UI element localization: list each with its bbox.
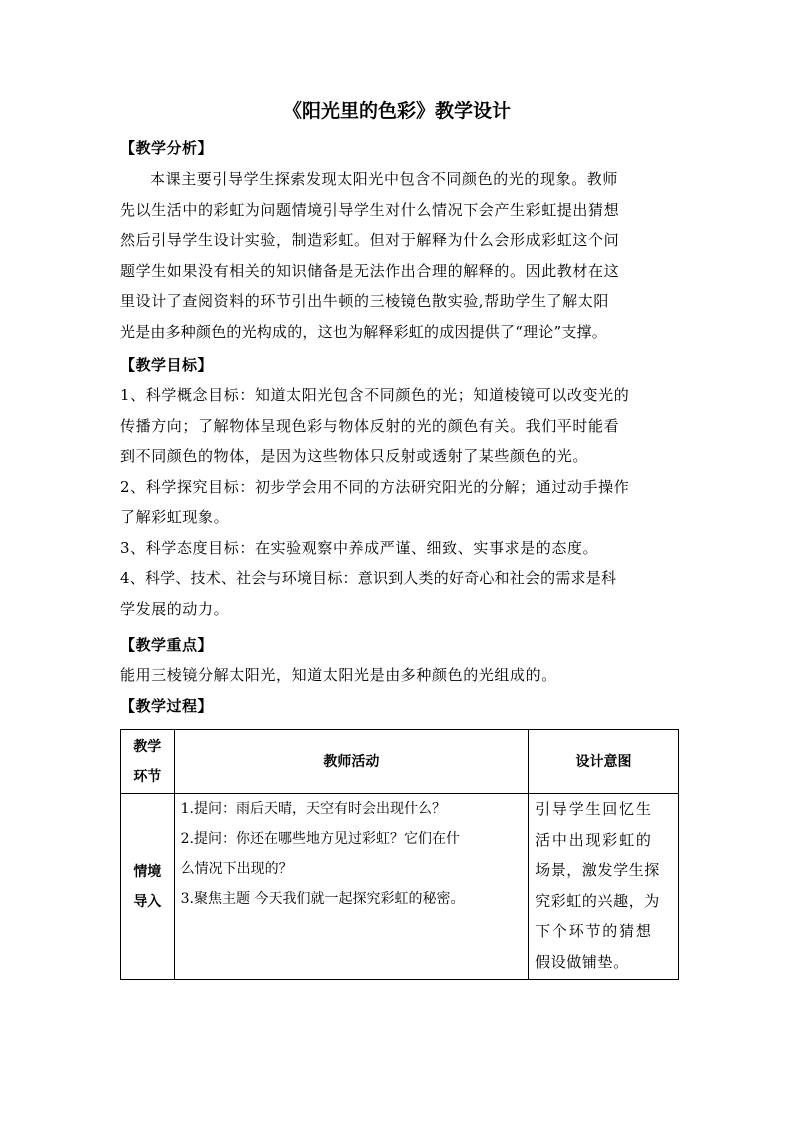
header-design-intent: 设计意图 xyxy=(529,730,679,794)
text-line: 然后引导学生设计实验，制造彩虹。但对于解释为什么会形成彩虹这个问 xyxy=(120,231,620,249)
header-stage xyxy=(121,730,175,794)
stage-line1: 情境 xyxy=(133,863,162,880)
objectives-paragraph xyxy=(120,380,682,624)
intent-line: 究彩虹的兴趣，为 xyxy=(535,891,660,910)
text-line: 了解彩虹现象。 xyxy=(120,508,230,526)
text-line: 传播方向；了解物体呈现色彩与物体反射的光的颜色有关。我们平时能看 xyxy=(120,416,620,435)
activity-line: 1.提问：雨后天晴，天空有时会出现什么？ xyxy=(180,801,446,817)
text-line: 到不同颜色的物体，是因为这些物体只反射或透射了某些颜色的光。 xyxy=(120,447,589,465)
text-line: 4、科学、技术、社会与环境目标：意识到人类的好奇心和社会的需求是科 xyxy=(120,569,617,587)
design-intent-cell xyxy=(529,794,679,980)
page-title: 《阳光里的色彩》教学设计 xyxy=(282,100,511,122)
text-line: 本课主要引导学生探索发现太阳光中包含不同颜色的光的现象。教师 xyxy=(150,170,619,188)
text-line: 能用三棱镜分解太阳光，知道太阳光是由多种颜色的光组成的。 xyxy=(120,666,557,684)
activity-line: 么情况下出现的？ xyxy=(180,861,293,877)
intent-line: 引导学生回忆生 xyxy=(535,800,653,818)
text-line: 题学生如果没有相关的知识储备是无法作出合理的解释的。因此教材在这 xyxy=(120,261,620,280)
table-row xyxy=(121,794,679,980)
header-teacher-activity: 教师活动 xyxy=(174,730,528,794)
teacher-activity-cell xyxy=(174,794,528,980)
analysis-paragraph xyxy=(120,164,682,347)
text-line: 里设计了查阅资料的环节引出牛顿的三棱镜色散实验,帮助学生了解太阳 xyxy=(120,292,609,310)
key-points-paragraph xyxy=(120,660,682,691)
text-line: 学发展的动力。 xyxy=(120,599,230,618)
section-heading-analysis: 【教学分析】 xyxy=(120,139,214,157)
intent-line: 下个环节的猜想 xyxy=(535,922,653,940)
intent-line: 场景，激发学生探 xyxy=(535,861,660,879)
stage-cell xyxy=(121,794,175,980)
table-header-row xyxy=(121,730,679,794)
section-heading-objectives: 【教学目标】 xyxy=(120,356,214,374)
text-line: 1、科学概念目标：知道太阳光包含不同颜色的光；知道棱镜可以改变光的 xyxy=(120,386,630,404)
section-heading-process: 【教学过程】 xyxy=(120,697,214,715)
text-line: 3、科学态度目标：在实验观察中养成严谨、细致、实事求是的态度。 xyxy=(120,538,599,557)
intent-line: 假设做铺垫。 xyxy=(535,952,629,971)
activity-line: 2.提问：你还在哪些地方见过彩虹？它们在什 xyxy=(180,831,460,847)
activity-line: 3.聚焦主题 今天我们就一起探究彩虹的秘密。 xyxy=(180,891,465,907)
header-stage-line2: 环节 xyxy=(133,768,162,785)
text-line: 光是由多种颜色的光构成的，这也为解释彩虹的成因提供了“理论”支撑。 xyxy=(120,322,607,341)
section-heading-key-points: 【教学重点】 xyxy=(120,636,214,654)
stage-line2: 导入 xyxy=(133,893,162,910)
intent-line: 活中出现彩虹的 xyxy=(535,830,653,849)
process-table xyxy=(120,729,679,980)
text-line: 2、科学探究目标：初步学会用不同的方法研究阳光的分解；通过动手操作 xyxy=(120,477,630,496)
header-stage-line1: 教学 xyxy=(133,738,162,755)
text-line: 先以生活中的彩虹为问题情境引导学生对什么情况下会产生彩虹提出猜想 xyxy=(120,200,620,219)
